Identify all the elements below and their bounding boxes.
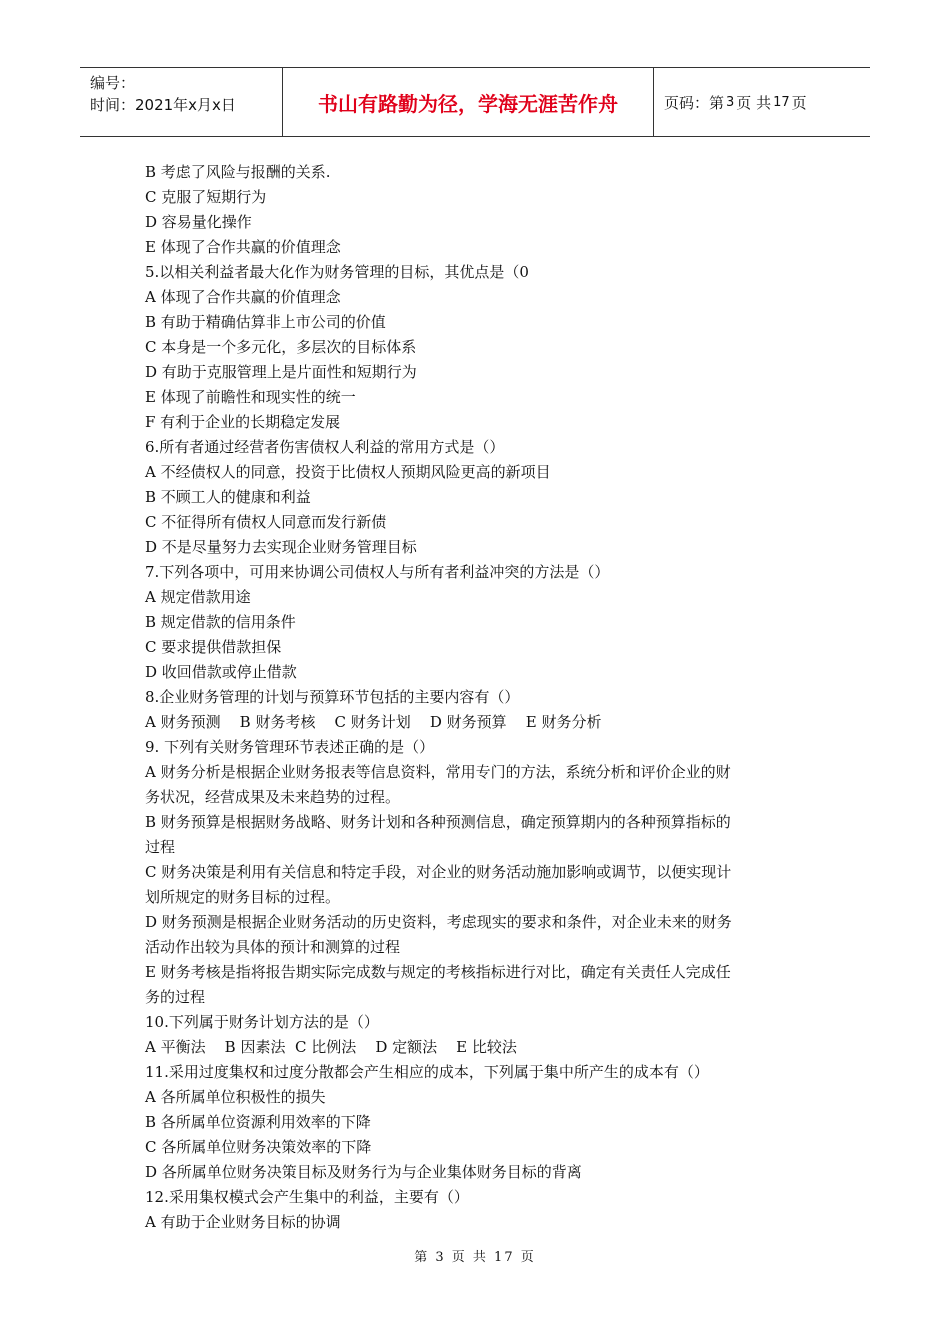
text-line: F 有利于企业的长期稳定发展: [145, 413, 341, 431]
header-page-info: [654, 68, 870, 136]
document-body: [145, 160, 810, 1235]
text-line: A 有助于企业财务目标的协调: [145, 1213, 341, 1231]
text-line: E 体现了前瞻性和现实性的统一: [145, 388, 356, 406]
text-line: C 克服了短期行为: [145, 188, 267, 206]
text-line: D 不是尽量努力去实现企业财务管理目标: [145, 538, 417, 556]
text-line: A 平衡法 B 因素法 C 比例法 D 定额法 E 比较法: [145, 1038, 517, 1056]
text-line: 务的过程: [145, 988, 206, 1006]
text-line: B 财务预算是根据财务战略、财务计划和各种预测信息，确定预算期内的各种预算指标的: [145, 813, 731, 831]
text-line: B 有助于精确估算非上市公司的价值: [145, 313, 386, 331]
page-footer: 第 3 页 共 17 页: [414, 1250, 536, 1265]
header-meta: [80, 68, 282, 136]
page-prefix: 页码：第: [664, 93, 725, 112]
text-line: B 规定借款的信用条件: [145, 613, 296, 631]
text-line: C 财务决策是利用有关信息和特定手段，对企业的财务活动施加影响或调节，以便实现计: [145, 863, 732, 881]
text-line: A 规定借款用途: [145, 588, 251, 606]
doc-date: 时间：2021年x月x日: [90, 96, 236, 114]
page-total: 17: [773, 94, 790, 110]
text-line: D 收回借款或停止借款: [145, 663, 297, 681]
text-line: 9. 下列有关财务管理环节表述正确的是（）: [145, 738, 435, 756]
text-line: A 财务预测 B 财务考核 C 财务计划 D 财务预算 E 财务分析: [145, 713, 602, 731]
text-line: A 不经债权人的同意，投资于比债权人预期风险更高的新项目: [145, 463, 551, 481]
text-line: 12.采用集权模式会产生集中的利益，主要有（）: [145, 1188, 469, 1206]
text-line: C 不征得所有债权人同意而发行新债: [145, 513, 387, 531]
text-line: 活动作出较为具体的预计和测算的过程: [145, 938, 401, 956]
page-number: 3: [726, 94, 735, 110]
text-line: C 要求提供借款担保: [145, 638, 282, 656]
text-line: 划所规定的财务目标的过程。: [145, 888, 341, 906]
header-motto: 书山有路勤为径，学海无涯苦作舟: [282, 68, 654, 136]
doc-code-label: 编号：: [90, 74, 136, 92]
text-line: D 有助于克服管理上是片面性和短期行为: [145, 363, 417, 381]
text-line: D 财务预测是根据企业财务活动的历史资料，考虑现实的要求和条件，对企业未来的财务: [145, 913, 732, 931]
text-line: 务状况，经营成果及未来趋势的过程。: [145, 788, 401, 806]
page-mid: 页 共: [736, 93, 772, 112]
text-line: 10.下列属于财务计划方法的是（）: [145, 1013, 379, 1031]
text-line: 8.企业财务管理的计划与预算环节包括的主要内容有（）: [145, 688, 520, 706]
text-line: 6.所有者通过经营者伤害债权人利益的常用方式是（）: [145, 438, 505, 456]
page-suffix: 页: [791, 93, 807, 112]
text-line: A 各所属单位积极性的损失: [145, 1088, 326, 1106]
text-line: C 各所属单位财务决策效率的下降: [145, 1138, 372, 1156]
text-line: 过程: [145, 838, 176, 856]
text-line: C 本身是一个多元化，多层次的目标体系: [145, 338, 417, 356]
text-line: 11.采用过度集权和过度分散都会产生相应的成本，下列属于集中所产生的成本有（）: [145, 1063, 709, 1081]
page-header: [80, 67, 870, 137]
text-line: D 容易量化操作: [145, 213, 252, 231]
text-line: B 各所属单位资源利用效率的下降: [145, 1113, 371, 1131]
text-line: A 体现了合作共赢的价值理念: [145, 288, 341, 306]
text-line: A 财务分析是根据企业财务报表等信息资料，常用专门的方法，系统分析和评价企业的财: [145, 763, 731, 781]
text-line: E 体现了合作共赢的价值理念: [145, 238, 341, 256]
text-line: E 财务考核是指将报告期实际完成数与规定的考核指标进行对比，确定有关责任人完成任: [145, 963, 731, 981]
text-line: 7.下列各项中，可用来协调公司债权人与所有者利益冲突的方法是（）: [145, 563, 610, 581]
text-line: 5.以相关利益者最大化作为财务管理的目标，其优点是（0: [145, 263, 529, 281]
text-line: B 不顾工人的健康和利益: [145, 488, 311, 506]
text-line: B 考虑了风险与报酬的关系.: [145, 163, 331, 181]
text-line: D 各所属单位财务决策目标及财务行为与企业集体财务目标的背离: [145, 1163, 582, 1181]
